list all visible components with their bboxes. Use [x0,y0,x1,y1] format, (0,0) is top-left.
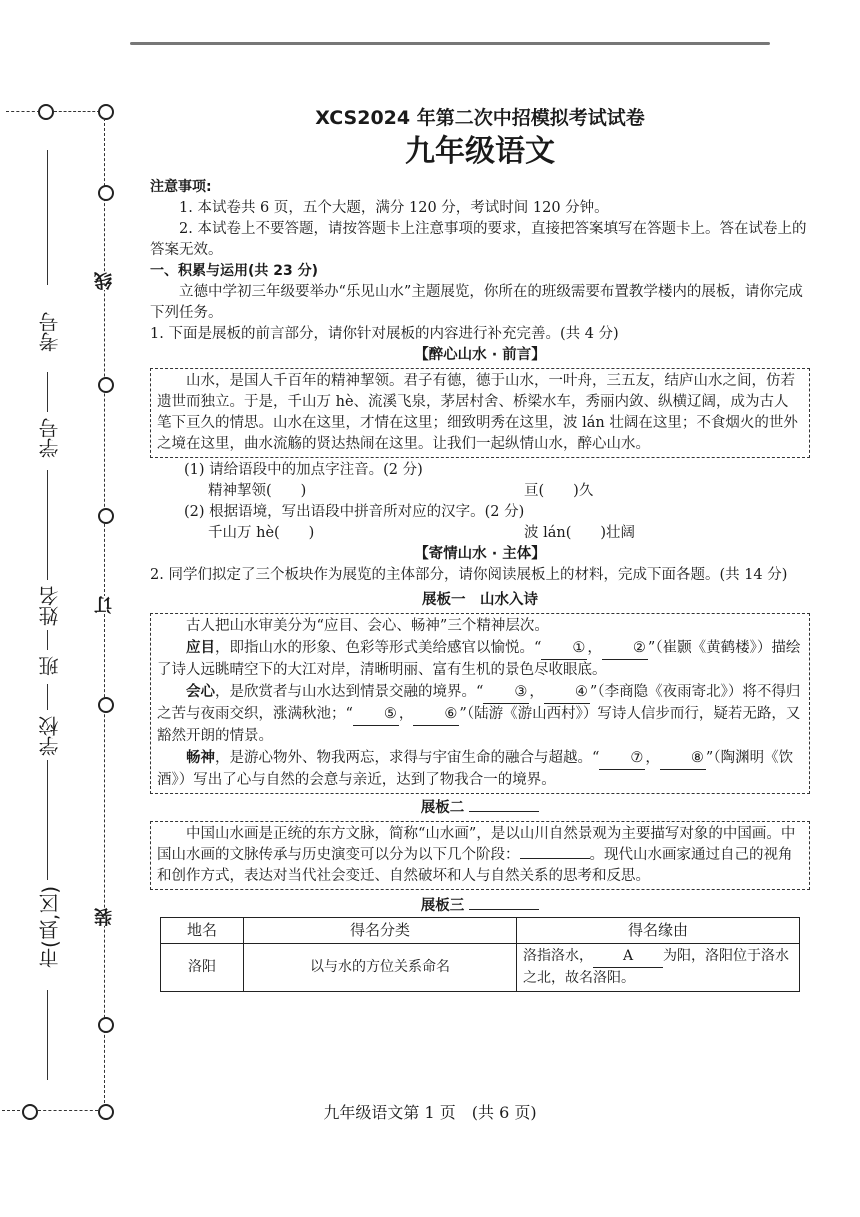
board-2-title-blank [469,811,539,812]
binding-mark: 订 [92,596,118,614]
board-1-paragraph: 古人把山水审美分为“应目、会心、畅神”三个精神层次。 [186,618,549,634]
punch-hole [98,508,114,524]
answer-slot: 千山万 hè( ) [208,525,315,541]
blank-3: ③ [483,682,529,704]
notice-item: 2. 本试卷上不要答题，请按答题卡上注意事项的要求，直接把答案填写在答题卡上。答在试卷上的答案无效。 [150,221,807,258]
question-1: 1. 下面是展板的前言部分，请你针对展板的内容进行补充完善。(共 4 分) [150,326,619,342]
board-3-table [160,917,800,992]
board-2-title: 展板二 [150,798,810,819]
fill-line [47,684,48,710]
table-header: 得名缘由 [517,918,800,944]
field-label-name: 姓名 [38,586,62,626]
blank-7: ⑦ [599,748,645,770]
question-1-1: (1) 请给语段中的加点字注音。(2 分) [184,462,423,478]
notice-item: 1. 本试卷共 6 页，五个大题，满分 120 分，考试时间 120 分钟。 [179,200,609,216]
field-label-class: 班 [38,656,62,676]
fill-line [47,150,48,285]
field-label-exam-number: 考号 [38,312,62,352]
answer-slot: 亘( )久 [524,483,594,499]
board-3-title-blank [469,909,539,910]
board-2-blank [520,858,590,859]
board-1-paragraph: 应目，即指山水的形象、色彩等形式美给感官以愉悦。“ ① ， ② ”（崔颢《黄鹤楼》）描绘了诗人远眺晴空下的大江对岸，清晰明丽、富有生机的景色尽收眼底。 [157,639,801,678]
question-2: 2. 同学们拟定了三个板块作为展览的主体部分，请你阅读展板上的材料，完成下面各题。(共 14 分) [150,567,788,583]
exam-content [150,104,810,992]
subject-title: 九年级语文 [405,134,555,169]
table-cell: 洛阳 [161,944,244,992]
preface-title: 【醉心山水 · 前言】 [414,347,546,363]
blank-6: ⑥ [413,704,459,726]
table-header-row [161,918,800,944]
table-cell: 洛指洛水， A 为阳，洛阳位于洛水之北，故名洛阳。 [517,944,800,992]
board-1-title: 展板一 山水入诗 [422,592,538,608]
board-2-box: 中国山水画是正统的东方文脉，简称“山水画”，是以山川自然景观为主要描写对象的中国画。中国山水画的文脉传承与历史演变可以分为以下几个阶段： 。现代山水画家通过自己的视角和创作方式，表达对当代社会变迁、自然破坏和人与自然关系的思考和反思。 [150,821,810,890]
board-1-box [150,613,810,794]
fill-line [47,990,48,1080]
punch-hole [98,185,114,201]
page-footer: 九年级语文第 1 页 (共 6 页) [323,1103,537,1122]
field-label-school: 学校 [38,716,62,756]
blank-1: ① [541,638,587,660]
body-title: 【寄情山水 · 主体】 [414,546,546,562]
table-header: 地名 [161,918,244,944]
blank-8: ⑧ [660,748,706,770]
binding-mark: 装 [92,908,118,926]
exam-title: XCS2024 年第二次中招模拟考试试卷 [315,107,645,129]
answer-slot: 精神挈领( ) [208,483,307,499]
cut-line-top [6,111,40,112]
punch-hole [98,104,114,120]
table-row [161,944,800,992]
punch-hole [38,104,54,120]
punch-hole [98,697,114,713]
fill-line [47,630,48,650]
blank-a: A [593,946,663,968]
section-heading: 一、积累与运用(共 23 分) [150,263,319,279]
board-3-title: 展板三 [150,896,810,917]
table-header: 得名分类 [244,918,517,944]
question-1-2: (2) 根据语境，写出语段中拼音所对应的汉字。(2 分) [184,504,525,520]
question-1-1-answers [150,481,810,502]
board-1-paragraph: 畅神，是游心物外、物我两忘，求得与宇宙生命的融合与超越。“ ⑦ ， ⑧ ”（陶渊明《饮酒》）写出了心与自然的会意与亲近，达到了物我合一的境界。 [157,749,794,788]
binding-margin [0,0,150,1217]
notice-heading: 注意事项: [150,179,212,195]
binding-mark: 线 [92,272,118,290]
punch-hole [98,377,114,393]
top-scan-line [130,42,770,45]
question-1-2-answers [150,523,810,544]
blank-4: ④ [544,682,590,704]
fill-line [47,760,48,880]
field-label-student-number: 学号 [38,418,62,458]
preface-box: 山水，是国人千百年的精神挈领。君子有德，德于山水，一叶舟，三五友，结庐山水之间，仿若遗世而独立。于是，千山万 hè、流溪飞泉，茅居村舍、桥梁水车，秀丽内敛、纵横辽阔，成为古人笔下亘久的情思。山水在这里，才情在这里；细致明秀在这里，波 lán 壮阔在这里；不食烟火的世外之境在这里，曲水流觞的贤达热闹在这里。让我们一起纵情山水，醉心山水。 [150,368,810,458]
blank-5: ⑤ [353,704,399,726]
punch-hole [98,1017,114,1033]
answer-slot: 波 lán( )壮阔 [524,525,636,541]
blank-2: ② [602,638,648,660]
board-1-paragraph: 会心，是欣赏者与山水达到情景交融的境界。“ ③ ， ④ ”（李商隐《夜雨寄北》）将不得归之苦与夜雨交织，涨满秋池；“ ⑤ ， ⑥ ”（陆游《游山西村》）写诗人信步而行，疑若无路，又豁然开朗的情景。 [157,683,801,744]
table-cell: 以与水的方位关系命名 [244,944,517,992]
cut-line-top [54,111,100,112]
field-label-city: 市(县,区) [38,886,62,968]
fill-line [47,470,48,580]
section-intro: 立德中学初三年级要举办“乐见山水”主题展览，你所在的班级需要布置教学楼内的展板，请你完成下列任务。 [150,284,803,321]
fill-line [47,372,48,412]
